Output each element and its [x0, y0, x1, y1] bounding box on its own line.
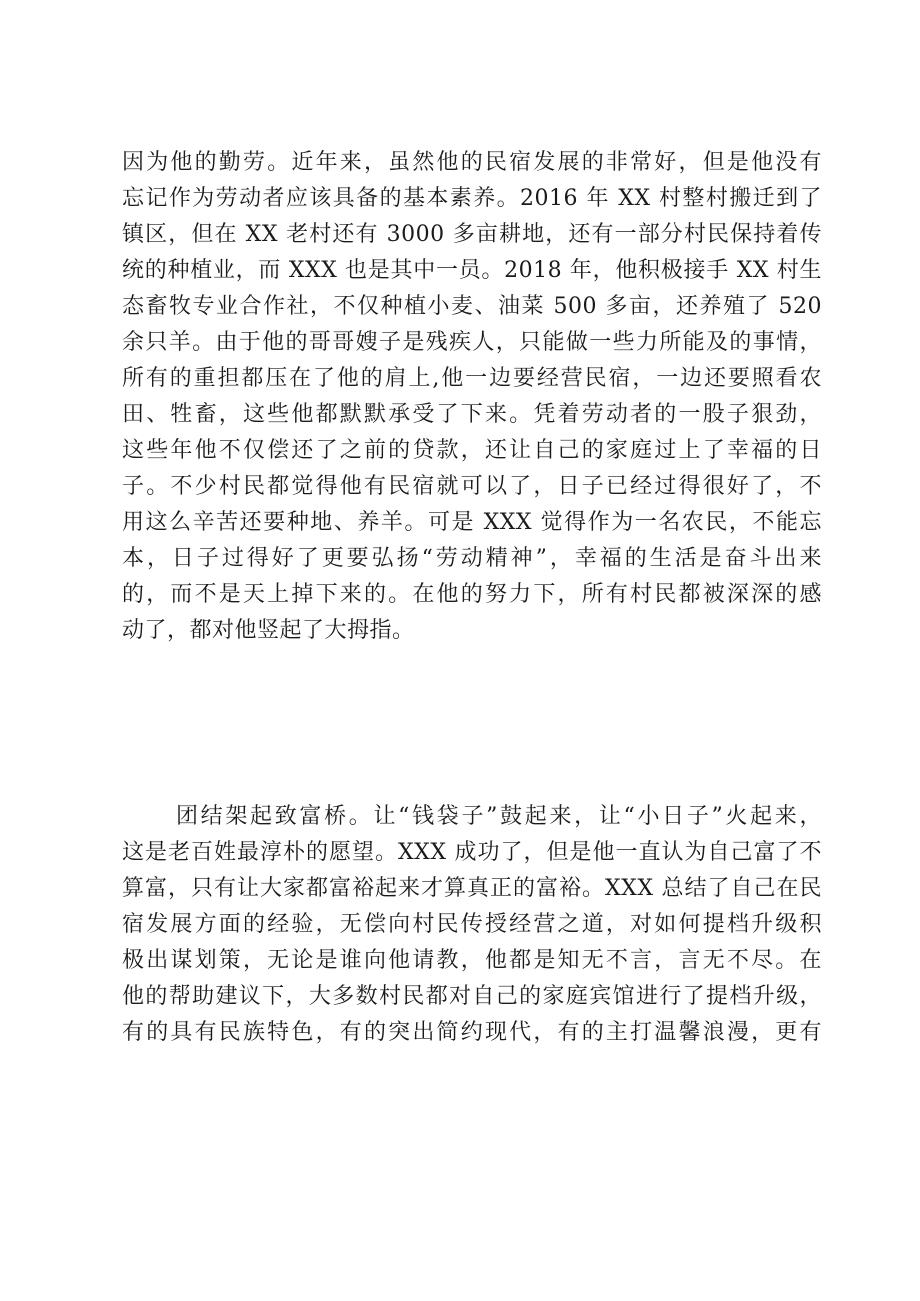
text-line: 这些年他不仅偿还了之前的贷款，还让自己的家庭过上了幸福的日 — [122, 438, 822, 463]
text-line: 宿发展方面的经验，无偿向村民传授经营之道，对如何提档升级积 — [122, 912, 822, 937]
text-line: 用这么辛苦还要种地、养羊。可是 XXX 觉得作为一名农民，不能忘 — [122, 510, 822, 535]
text-line: 态畜牧专业合作社，不仅种植小麦、油菜 500 多亩，还养殖了 520 — [122, 294, 822, 319]
text-line: 他的帮助建议下，大多数村民都对自己的家庭宾馆进行了提档升级， — [122, 984, 822, 1009]
text-line: 动了，都对他竖起了大拇指。 — [122, 618, 415, 643]
text-line: 余只羊。由于他的哥哥嫂子是残疾人，只能做一些力所能及的事情， — [122, 330, 822, 355]
text-line: 统的种植业，而 XXX 也是其中一员。2018 年，他积极接手 XX 村生 — [122, 258, 822, 283]
text-line: 这是老百姓最淳朴的愿望。XXX 成功了，但是他一直认为自己富了不 — [122, 840, 822, 865]
text-line: 极出谋划策，无论是谁向他请教，他都是知无不言，言无不尽。在 — [122, 948, 822, 973]
text-line: 算富，只有让大家都富裕起来才算真正的富裕。XXX 总结了自己在民 — [122, 876, 822, 901]
text-line: 团结架起致富桥。让“钱袋子”鼓起来，让“小日子”火起来， — [176, 804, 822, 829]
text-line: 本，日子过得好了更要弘扬“劳动精神”，幸福的生活是奋斗出来 — [122, 546, 822, 571]
text-line: 镇区，但在 XX 老村还有 3000 多亩耕地，还有一部分村民保持着传 — [122, 222, 822, 247]
text-line: 田、牲畜，这些他都默默承受了下来。凭着劳动者的一股子狠劲， — [122, 402, 822, 427]
paragraph-1 — [122, 145, 822, 649]
text-line: 有的具有民族特色，有的突出简约现代，有的主打温馨浪漫，更有 — [122, 1020, 822, 1045]
text-line: 忘记作为劳动者应该具备的基本素养。2016 年 XX 村整村搬迁到了 — [122, 186, 822, 211]
text-line: 的，而不是天上掉下来的。在他的努力下，所有村民都被深深的感 — [122, 582, 822, 607]
text-line: 子。不少村民都觉得他有民宿就可以了，日子已经过得很好了，不 — [122, 474, 822, 499]
paragraph-2 — [122, 799, 822, 1051]
text-line: 所有的重担都压在了他的肩上,他一边要经营民宿，一边还要照看农 — [122, 366, 822, 391]
text-line: 因为他的勤劳。近年来，虽然他的民宿发展的非常好，但是他没有 — [122, 150, 822, 175]
